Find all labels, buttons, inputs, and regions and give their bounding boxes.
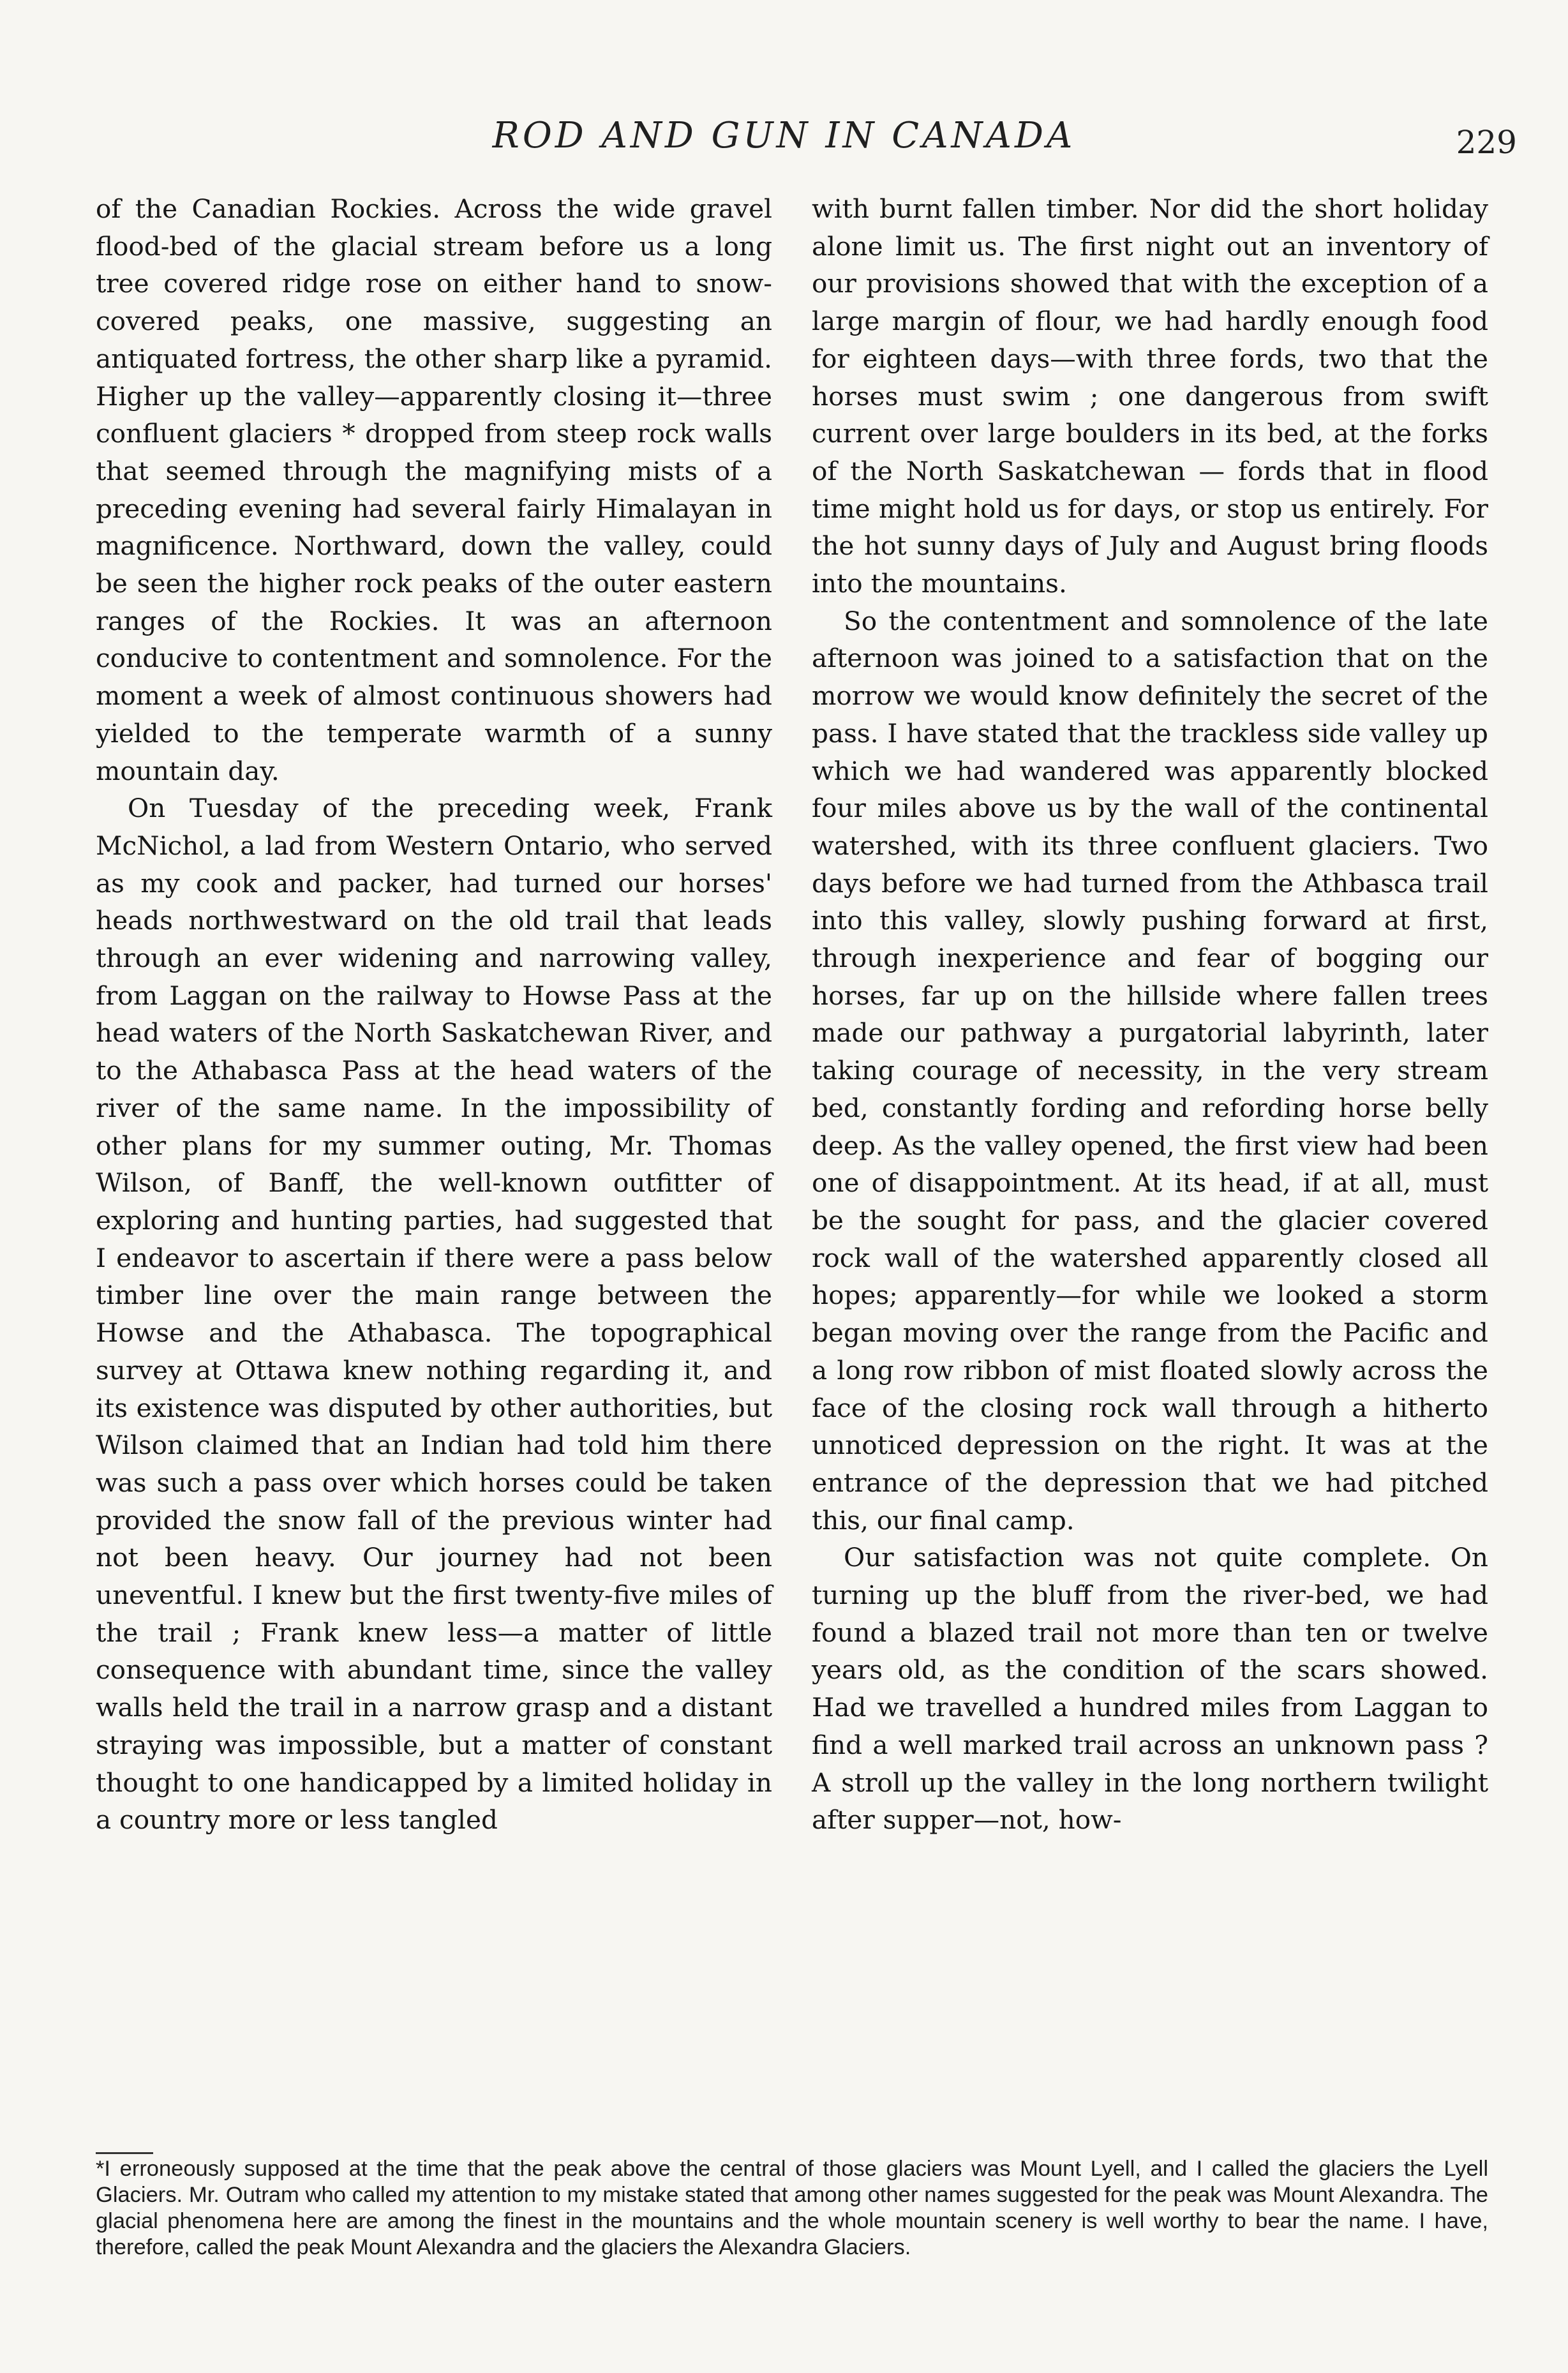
right-paragraph-3: Our satisfaction was not quite complete. On turning up the bluff from the river-bed, we had found a blazed trail not more than ten or twelve years old, as the condition of the scars showed. Had we travelled a hundred miles from Laggan to find a well marked trail across an unknown pass ? A stroll up the valley in the long northern twilight after supper—not, how- (812, 1542, 1488, 1836)
left-column (96, 190, 772, 1839)
left-paragraph-1: of the Canadian Rockies. Across the wide gravel flood-bed of the glacial stream before us a long tree covered ridge rose on either hand to snow-covered peaks, one massive, suggesting an antiquated fortress, the other sharp like a pyramid. Higher up the valley—apparently closing it—three confluent glaciers * dropped from steep rock walls that seemed through the magnifying mists of a preceding evening had several fairly Himalayan in magnificence. Northward, down the valley, could be seen the higher rock peaks of the outer eastern ranges of the Rockies. It was an afternoon conducive to contentment and somnolence. For the moment a week of almost continuous showers had yielded to the temperate warmth of a sunny mountain day. (96, 193, 772, 786)
footnote: *I erroneously supposed at the time that the peak above the central of those glaciers was Mount Lyell, and I called the glaciers the Lyell Glaciers. Mr. Outram who called my attention to my mistake stated that among other names suggested for the peak was Mount Alexandra. The glacial phenomena here are among the finest in the mountains and the whole mountain scenery is well worthy to bear the name. I have, therefore, called the peak Mount Alexandra and the glaciers the Alexandra Glaciers. (96, 2157, 1488, 2259)
footnote-divider (96, 2152, 153, 2154)
page-header (0, 115, 1568, 160)
right-paragraph-1: with burnt fallen timber. Nor did the short holiday alone limit us. The first night out an inventory of our provisions showed that with the exception of a large margin of flour, we had hardly enough food for eighteen days—with three fords, two that the horses must swim ; one dangerous from swift current over large boulders in its bed, at the forks of the North Saskatchewan — fords that in flood time might hold us for days, or stop us entirely. For the hot sunny days of July and August bring floods into the mountains. (812, 193, 1488, 599)
left-paragraph-2: On Tuesday of the preceding week, Frank McNichol, a lad from Western Ontario, who served as my cook and packer, had turned our horses' heads northwestward on the old trail that leads through an ever widening and narrowing valley, from Laggan on the railway to Howse Pass at the head waters of the North Saskatchewan River, and to the Athabasca Pass at the head waters of the river of the same name. In the impossibility of other plans for my summer outing, Mr. Thomas Wilson, of Banff, the well-known outfitter of exploring and hunting parties, had suggested that I endeavor to ascertain if there were a pass below timber line over the main range between the Howse and the Athabasca. The topographical survey at Ottawa knew nothing regarding it, and its existence was disputed by other authorities, but Wilson claimed that an Indian had told him there was such a pass over which horses could be taken provided the snow fall of the previous winter had not been heavy. Our journey had not been uneventful. I knew but the first twenty-five miles of the trail ; Frank knew less—a matter of little consequence with abundant time, since the valley walls held the trail in a narrow grasp and a distant straying was impossible, but a matter of constant thought to one handicapped by a limited holiday in a country more or less tangled (96, 793, 772, 1836)
running-title: ROD AND GUN IN CANADA (492, 115, 1076, 156)
page-number: 229 (1456, 124, 1517, 161)
right-paragraph-2: So the contentment and somnolence of the late afternoon was joined to a satisfaction that on the morrow we would know definitely the secret of the pass. I have stated that the trackless side valley up which we had wandered was apparently blocked four miles above us by the wall of the continental watershed, with its three confluent glaciers. Two days before we had turned from the Athbasca trail into this valley, slowly pushing forward at first, through inexperience and fear of bogging our horses, far up on the hillside where fallen trees made our pathway a purgatorial labyrinth, later taking courage of necessity, in the very stream bed, constantly fording and refording horse belly deep. As the valley opened, the first view had been one of disappointment. At its head, if at all, must be the sought for pass, and the glacier covered rock wall of the watershed apparently closed all hopes; apparently—for while we looked a storm began moving over the range from the Pacific and a long row ribbon of mist floated slowly across the face of the closing rock wall through a hitherto unnoticed depression on the right. It was at the entrance of the depression that we had pitched this, our final camp. (812, 605, 1488, 1536)
right-column (812, 190, 1488, 1839)
